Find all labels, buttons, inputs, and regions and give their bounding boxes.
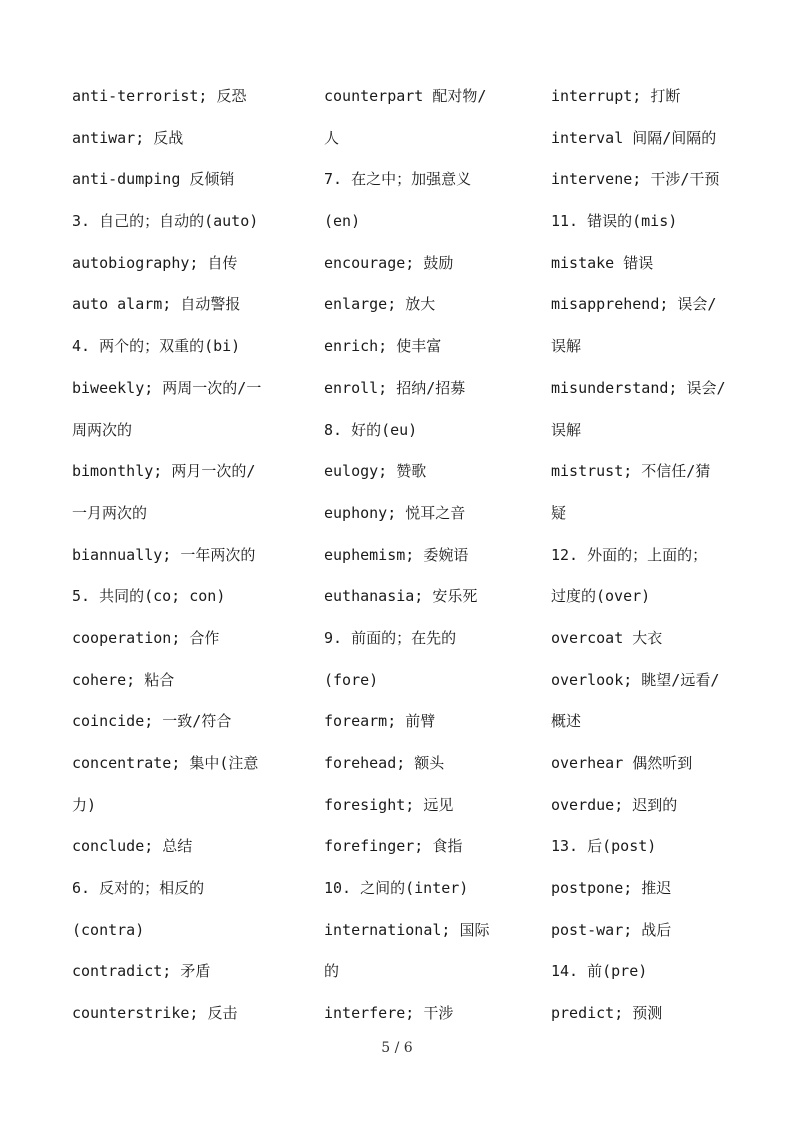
- column-right: [551, 76, 736, 1035]
- text-line: antiwar; 反战: [72, 128, 184, 147]
- text-line: intervene; 干涉/干预: [551, 170, 720, 189]
- text-line: counterstrike; 反击: [72, 1004, 238, 1023]
- text-line: 8. 好的(eu): [324, 420, 418, 439]
- text-line: 人: [324, 128, 340, 147]
- text-line: autobiography; 自传: [72, 253, 238, 272]
- text-line: foresight; 远见: [324, 795, 454, 814]
- column-left: [72, 76, 282, 1035]
- text-line: international; 国际: [324, 920, 490, 939]
- text-line: enlarge; 放大: [324, 295, 436, 314]
- text-line: counterpart 配对物/: [324, 87, 487, 105]
- text-line: euphemism; 委婉语: [324, 545, 469, 564]
- text-line: mistake 错误: [551, 253, 654, 272]
- text-line: interfere; 干涉: [324, 1004, 454, 1023]
- text-line: 力): [72, 795, 97, 814]
- text-line: misapprehend; 误会/: [551, 295, 717, 314]
- text-line: 误解: [551, 337, 582, 356]
- text-line: forefinger; 食指: [324, 837, 463, 856]
- text-line: 概述: [551, 712, 582, 731]
- text-line: interrupt; 打断: [551, 87, 681, 105]
- text-line: (fore): [324, 670, 379, 689]
- text-line: 12. 外面的；上面的；: [551, 545, 708, 564]
- text-line: 5. 共同的(co; con): [72, 587, 226, 606]
- text-line: (contra): [72, 920, 145, 939]
- text-line: anti-dumping 反倾销: [72, 170, 235, 189]
- text-line: enrich; 使丰富: [324, 337, 442, 356]
- text-line: euthanasia; 安乐死: [324, 587, 478, 606]
- text-line: predict; 预测: [551, 1004, 663, 1023]
- text-line: forearm; 前臂: [324, 712, 436, 731]
- text-line: overdue; 迟到的: [551, 795, 678, 814]
- text-line: 4. 两个的；双重的(bi): [72, 337, 241, 356]
- text-line: auto alarm; 自动警报: [72, 295, 241, 314]
- text-line: forehead; 额头: [324, 754, 445, 772]
- text-line: biweekly; 两周一次的/一: [72, 378, 262, 397]
- text-line: overlook; 眺望/远看/: [551, 670, 720, 689]
- text-line: eulogy; 赞歌: [324, 462, 427, 481]
- text-line: 6. 反对的；相反的: [72, 879, 205, 898]
- text-line: 一月两次的: [72, 503, 148, 522]
- text-line: overcoat 大衣: [551, 628, 663, 647]
- text-line: 疑: [551, 503, 567, 522]
- text-line: euphony; 悦耳之音: [324, 503, 466, 522]
- text-line: enroll; 招纳/招募: [324, 378, 466, 397]
- text-line: 7. 在之中；加强意义: [324, 170, 472, 189]
- text-line: cohere; 粘合: [72, 670, 175, 689]
- text-line: coincide; 一致/符合: [72, 712, 232, 731]
- text-line: interval 间隔/间隔的: [551, 128, 717, 147]
- text-line: anti-terrorist; 反恐: [72, 87, 247, 105]
- text-line: misunderstand; 误会/: [551, 378, 726, 397]
- text-line: encourage; 鼓励: [324, 253, 454, 272]
- text-line: 11. 错误的(mis): [551, 212, 678, 231]
- column-middle: [324, 76, 509, 1035]
- text-line: biannually; 一年两次的: [72, 545, 256, 564]
- text-line: 周两次的: [72, 420, 133, 439]
- text-line: mistrust; 不信任/猜: [551, 462, 711, 481]
- text-line: 14. 前(pre): [551, 962, 648, 981]
- text-line: 过度的(over): [551, 587, 651, 606]
- text-line: 的: [324, 962, 340, 981]
- text-line: concentrate; 集中(注意: [72, 754, 259, 772]
- text-line: 9. 前面的；在先的: [324, 628, 457, 647]
- text-line: conclude; 总结: [72, 837, 193, 856]
- text-line: bimonthly; 两月一次的/: [72, 462, 256, 481]
- text-line: (en): [324, 212, 361, 231]
- page-number: 5 / 6: [381, 1040, 413, 1056]
- text-line: cooperation; 合作: [72, 628, 220, 647]
- text-line: 10. 之间的(inter): [324, 879, 469, 898]
- text-line: 13. 后(post): [551, 837, 657, 856]
- text-line: 3. 自己的；自动的(auto): [72, 212, 259, 231]
- text-line: 误解: [551, 420, 582, 439]
- text-line: contradict; 矛盾: [72, 962, 211, 981]
- text-line: overhear 偶然听到: [551, 754, 693, 772]
- text-line: postpone; 推迟: [551, 879, 672, 898]
- text-line: post-war; 战后: [551, 920, 672, 939]
